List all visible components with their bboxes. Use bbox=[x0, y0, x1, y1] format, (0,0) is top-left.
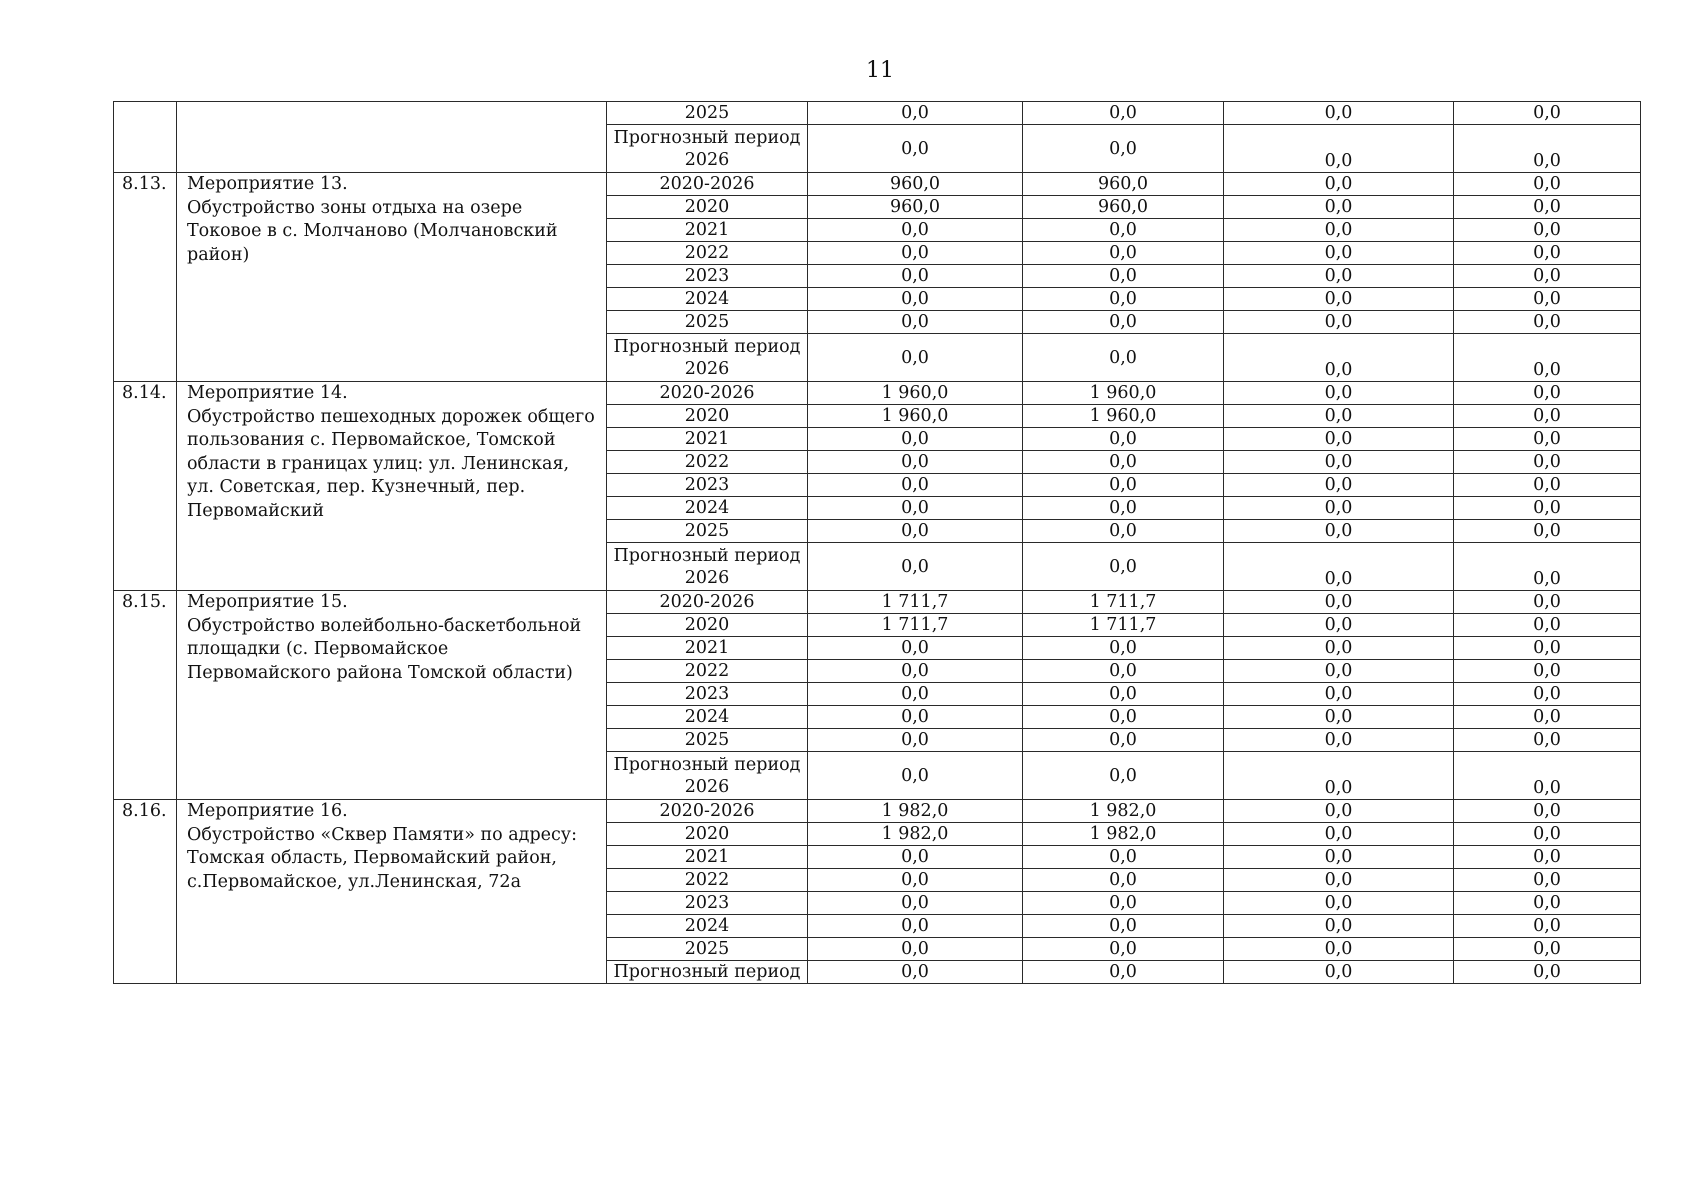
value-cell: 0,0 bbox=[1454, 196, 1641, 219]
value-cell: 1 982,0 bbox=[1023, 800, 1224, 823]
table-row bbox=[114, 173, 1641, 196]
funding-table bbox=[113, 101, 1641, 984]
value-cell: 0,0 bbox=[1224, 334, 1454, 382]
value-cell: 0,0 bbox=[1023, 729, 1224, 752]
value-cell: 960,0 bbox=[1023, 173, 1224, 196]
year-cell: 2025 bbox=[607, 729, 808, 752]
value-cell: 0,0 bbox=[808, 219, 1023, 242]
value-cell: 0,0 bbox=[1454, 729, 1641, 752]
value-cell: 1 711,7 bbox=[808, 614, 1023, 637]
year-cell: 2021 bbox=[607, 428, 808, 451]
year-cell: 2025 bbox=[607, 102, 808, 125]
value-cell: 0,0 bbox=[1454, 474, 1641, 497]
year-cell: Прогнозный период 2026 bbox=[607, 543, 808, 591]
year-cell: 2023 bbox=[607, 683, 808, 706]
value-cell: 0,0 bbox=[1454, 334, 1641, 382]
value-cell: 0,0 bbox=[1454, 660, 1641, 683]
value-cell: 0,0 bbox=[1454, 869, 1641, 892]
value-cell: 0,0 bbox=[1224, 242, 1454, 265]
value-cell: 0,0 bbox=[808, 288, 1023, 311]
value-cell: 0,0 bbox=[1023, 428, 1224, 451]
value-cell: 0,0 bbox=[1224, 311, 1454, 334]
value-cell: 0,0 bbox=[1224, 219, 1454, 242]
value-cell: 0,0 bbox=[1224, 125, 1454, 173]
year-cell: Прогнозный период bbox=[607, 961, 808, 984]
value-cell: 0,0 bbox=[1454, 520, 1641, 543]
value-cell: 960,0 bbox=[808, 173, 1023, 196]
value-cell: 960,0 bbox=[808, 196, 1023, 219]
table-row bbox=[114, 800, 1641, 823]
value-cell: 0,0 bbox=[1454, 938, 1641, 961]
value-cell: 0,0 bbox=[1454, 961, 1641, 984]
value-cell: 0,0 bbox=[1224, 892, 1454, 915]
year-cell: 2025 bbox=[607, 520, 808, 543]
value-cell: 0,0 bbox=[808, 311, 1023, 334]
value-cell: 0,0 bbox=[1224, 938, 1454, 961]
value-cell: 0,0 bbox=[1224, 543, 1454, 591]
year-cell: 2022 bbox=[607, 660, 808, 683]
year-cell: 2020-2026 bbox=[607, 382, 808, 405]
value-cell: 1 960,0 bbox=[1023, 382, 1224, 405]
activity-number: 8.16. bbox=[114, 800, 177, 984]
year-cell: 2023 bbox=[607, 892, 808, 915]
value-cell: 0,0 bbox=[1454, 242, 1641, 265]
value-cell: 0,0 bbox=[808, 961, 1023, 984]
value-cell: 0,0 bbox=[1454, 405, 1641, 428]
value-cell: 0,0 bbox=[1224, 591, 1454, 614]
year-cell: 2021 bbox=[607, 637, 808, 660]
value-cell: 0,0 bbox=[1224, 405, 1454, 428]
value-cell: 0,0 bbox=[1454, 892, 1641, 915]
value-cell: 1 711,7 bbox=[808, 591, 1023, 614]
activity-description-cell bbox=[177, 800, 607, 984]
value-cell: 0,0 bbox=[1023, 543, 1224, 591]
value-cell: 0,0 bbox=[1023, 637, 1224, 660]
value-cell: 0,0 bbox=[808, 660, 1023, 683]
value-cell: 0,0 bbox=[1023, 125, 1224, 173]
value-cell: 0,0 bbox=[1023, 938, 1224, 961]
value-cell: 0,0 bbox=[1023, 752, 1224, 800]
value-cell: 0,0 bbox=[1023, 265, 1224, 288]
value-cell: 0,0 bbox=[808, 474, 1023, 497]
value-cell: 0,0 bbox=[1454, 915, 1641, 938]
year-cell: 2021 bbox=[607, 219, 808, 242]
value-cell: 0,0 bbox=[1023, 288, 1224, 311]
value-cell: 0,0 bbox=[1224, 752, 1454, 800]
value-cell: 0,0 bbox=[1224, 265, 1454, 288]
year-cell: Прогнозный период 2026 bbox=[607, 334, 808, 382]
value-cell: 0,0 bbox=[1454, 102, 1641, 125]
value-cell: 0,0 bbox=[1454, 752, 1641, 800]
value-cell: 0,0 bbox=[1454, 497, 1641, 520]
value-cell: 0,0 bbox=[1454, 637, 1641, 660]
value-cell: 0,0 bbox=[1454, 543, 1641, 591]
value-cell: 0,0 bbox=[1224, 660, 1454, 683]
number-cell bbox=[114, 102, 177, 173]
year-cell: 2024 bbox=[607, 915, 808, 938]
value-cell: 0,0 bbox=[1454, 823, 1641, 846]
value-cell: 0,0 bbox=[808, 892, 1023, 915]
value-cell: 0,0 bbox=[1454, 125, 1641, 173]
value-cell: 0,0 bbox=[808, 242, 1023, 265]
value-cell: 0,0 bbox=[808, 497, 1023, 520]
value-cell: 0,0 bbox=[1224, 683, 1454, 706]
value-cell: 0,0 bbox=[1224, 474, 1454, 497]
year-cell: 2020 bbox=[607, 196, 808, 219]
value-cell: 0,0 bbox=[1224, 428, 1454, 451]
year-cell: 2023 bbox=[607, 474, 808, 497]
activity-description-cell bbox=[177, 591, 607, 800]
year-cell: 2022 bbox=[607, 451, 808, 474]
description-cell bbox=[177, 102, 607, 173]
year-cell: 2020-2026 bbox=[607, 591, 808, 614]
value-cell: 0,0 bbox=[808, 125, 1023, 173]
value-cell: 0,0 bbox=[1454, 800, 1641, 823]
year-cell: 2020 bbox=[607, 614, 808, 637]
value-cell: 0,0 bbox=[1224, 800, 1454, 823]
value-cell: 0,0 bbox=[1023, 683, 1224, 706]
value-cell: 0,0 bbox=[1454, 219, 1641, 242]
value-cell: 0,0 bbox=[808, 265, 1023, 288]
value-cell: 0,0 bbox=[1023, 915, 1224, 938]
year-cell: 2020-2026 bbox=[607, 173, 808, 196]
value-cell: 0,0 bbox=[1023, 961, 1224, 984]
value-cell: 0,0 bbox=[1224, 614, 1454, 637]
value-cell: 1 711,7 bbox=[1023, 614, 1224, 637]
value-cell: 0,0 bbox=[1224, 846, 1454, 869]
value-cell: 0,0 bbox=[1224, 288, 1454, 311]
value-cell: 0,0 bbox=[808, 729, 1023, 752]
page-number: 11 bbox=[866, 58, 894, 83]
value-cell: 0,0 bbox=[808, 334, 1023, 382]
value-cell: 0,0 bbox=[1023, 892, 1224, 915]
value-cell: 0,0 bbox=[1023, 219, 1224, 242]
value-cell: 0,0 bbox=[1454, 683, 1641, 706]
value-cell: 0,0 bbox=[808, 938, 1023, 961]
value-cell: 0,0 bbox=[1454, 311, 1641, 334]
value-cell: 0,0 bbox=[1224, 382, 1454, 405]
value-cell: 0,0 bbox=[1023, 451, 1224, 474]
year-cell: Прогнозный период 2026 bbox=[607, 752, 808, 800]
year-cell: 2025 bbox=[607, 938, 808, 961]
activity-title: Мероприятие 13. bbox=[187, 174, 348, 194]
table-row bbox=[114, 591, 1641, 614]
year-cell: 2024 bbox=[607, 288, 808, 311]
value-cell: 0,0 bbox=[1023, 102, 1224, 125]
value-cell: 0,0 bbox=[808, 428, 1023, 451]
activity-title: Мероприятие 14. bbox=[187, 383, 348, 403]
year-cell: 2020 bbox=[607, 405, 808, 428]
year-cell: 2020 bbox=[607, 823, 808, 846]
activity-title: Мероприятие 16. bbox=[187, 801, 348, 821]
value-cell: 0,0 bbox=[1023, 660, 1224, 683]
year-cell: 2025 bbox=[607, 311, 808, 334]
year-cell: 2022 bbox=[607, 242, 808, 265]
table-row bbox=[114, 382, 1641, 405]
value-cell: 0,0 bbox=[808, 683, 1023, 706]
value-cell: 1 711,7 bbox=[1023, 591, 1224, 614]
activity-number: 8.14. bbox=[114, 382, 177, 591]
value-cell: 0,0 bbox=[808, 543, 1023, 591]
value-cell: 0,0 bbox=[808, 451, 1023, 474]
year-cell: 2021 bbox=[607, 846, 808, 869]
value-cell: 1 960,0 bbox=[808, 382, 1023, 405]
value-cell: 0,0 bbox=[1224, 823, 1454, 846]
value-cell: 0,0 bbox=[1224, 961, 1454, 984]
value-cell: 0,0 bbox=[808, 846, 1023, 869]
value-cell: 0,0 bbox=[808, 706, 1023, 729]
value-cell: 0,0 bbox=[808, 637, 1023, 660]
table-body bbox=[114, 102, 1641, 984]
value-cell: 0,0 bbox=[1023, 311, 1224, 334]
activity-description: Обустройство «Сквер Памяти» по адресу: Томская область, Первомайский район, с.Первомайское, ул.Ленинская, 72а bbox=[187, 824, 577, 892]
value-cell: 0,0 bbox=[1454, 614, 1641, 637]
value-cell: 0,0 bbox=[808, 102, 1023, 125]
value-cell: 0,0 bbox=[1023, 706, 1224, 729]
value-cell: 1 982,0 bbox=[1023, 823, 1224, 846]
value-cell: 0,0 bbox=[1224, 915, 1454, 938]
value-cell: 0,0 bbox=[808, 752, 1023, 800]
value-cell: 0,0 bbox=[1224, 497, 1454, 520]
value-cell: 0,0 bbox=[1023, 242, 1224, 265]
value-cell: 0,0 bbox=[1023, 334, 1224, 382]
value-cell: 0,0 bbox=[1454, 846, 1641, 869]
value-cell: 1 960,0 bbox=[1023, 405, 1224, 428]
value-cell: 0,0 bbox=[1454, 706, 1641, 729]
year-cell: 2020-2026 bbox=[607, 800, 808, 823]
activity-description-cell bbox=[177, 382, 607, 591]
year-cell: 2023 bbox=[607, 265, 808, 288]
value-cell: 0,0 bbox=[808, 915, 1023, 938]
value-cell: 0,0 bbox=[1224, 706, 1454, 729]
activity-description: Обустройство зоны отдыха на озере Токовое в с. Молчаново (Молчановский район) bbox=[187, 197, 558, 265]
value-cell: 0,0 bbox=[1023, 497, 1224, 520]
value-cell: 0,0 bbox=[1454, 288, 1641, 311]
value-cell: 0,0 bbox=[1023, 869, 1224, 892]
activity-number: 8.13. bbox=[114, 173, 177, 382]
value-cell: 0,0 bbox=[1224, 729, 1454, 752]
value-cell: 0,0 bbox=[1023, 520, 1224, 543]
activity-number: 8.15. bbox=[114, 591, 177, 800]
activity-description-cell bbox=[177, 173, 607, 382]
value-cell: 1 982,0 bbox=[808, 800, 1023, 823]
value-cell: 1 982,0 bbox=[808, 823, 1023, 846]
value-cell: 0,0 bbox=[808, 869, 1023, 892]
value-cell: 0,0 bbox=[1224, 196, 1454, 219]
table-row bbox=[114, 102, 1641, 125]
value-cell: 0,0 bbox=[1224, 102, 1454, 125]
value-cell: 960,0 bbox=[1023, 196, 1224, 219]
value-cell: 0,0 bbox=[1454, 591, 1641, 614]
activity-title: Мероприятие 15. bbox=[187, 592, 348, 612]
value-cell: 0,0 bbox=[1023, 474, 1224, 497]
value-cell: 0,0 bbox=[808, 520, 1023, 543]
year-cell: 2024 bbox=[607, 497, 808, 520]
year-cell: 2024 bbox=[607, 706, 808, 729]
value-cell: 0,0 bbox=[1023, 846, 1224, 869]
year-cell: 2022 bbox=[607, 869, 808, 892]
activity-description: Обустройство волейбольно-баскетбольной площадки (с. Первомайское Первомайского района Томской области) bbox=[187, 615, 582, 683]
value-cell: 0,0 bbox=[1224, 869, 1454, 892]
value-cell: 0,0 bbox=[1224, 451, 1454, 474]
value-cell: 0,0 bbox=[1454, 173, 1641, 196]
year-cell: Прогнозный период 2026 bbox=[607, 125, 808, 173]
value-cell: 0,0 bbox=[1454, 382, 1641, 405]
value-cell: 0,0 bbox=[1224, 637, 1454, 660]
value-cell: 1 960,0 bbox=[808, 405, 1023, 428]
value-cell: 0,0 bbox=[1224, 173, 1454, 196]
value-cell: 0,0 bbox=[1454, 428, 1641, 451]
value-cell: 0,0 bbox=[1454, 265, 1641, 288]
value-cell: 0,0 bbox=[1454, 451, 1641, 474]
activity-description: Обустройство пешеходных дорожек общего пользования с. Первомайское, Томской области в границах улиц: ул. Ленинская, ул. Советская, пер. Кузнечный, пер. Первомайский bbox=[187, 406, 595, 521]
value-cell: 0,0 bbox=[1224, 520, 1454, 543]
